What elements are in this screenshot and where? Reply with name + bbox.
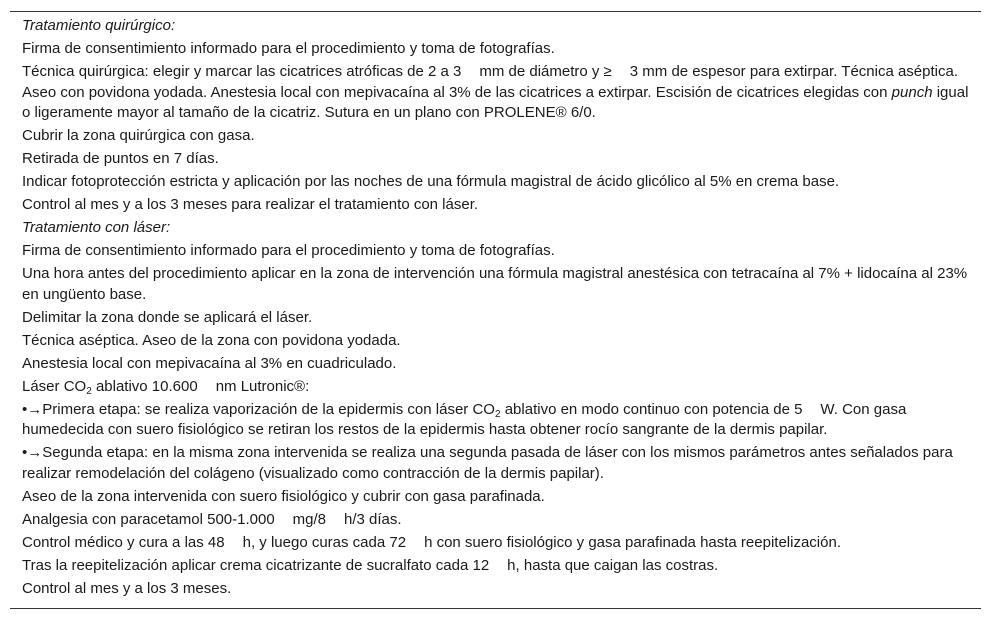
- laser-anesthetic: Una hora antes del procedimiento aplicar en la zona de intervención una fórmula magistral anestésica con tetracaína al 7% + lidocaína al 23% en ungüento base.: [22, 265, 968, 303]
- laser-aseptic: Técnica aséptica. Aseo de la zona con povidona yodada.: [22, 331, 401, 349]
- punch-term: punch: [891, 83, 933, 101]
- laser-care: Control médico y cura a las 48 h, y luego curas cada 72 h con suero fisiológico y gasa parafinada hasta reepitelización.: [22, 533, 841, 551]
- laser-stage-1: •→Primera etapa: se realiza vaporización de la epidermis con láser $CO_2$ ablativo en modo continuo con potencia de 5 W. Con gasa humedecida con suero fisiológico se retiran los restos de la epidermis hasta obtener rocío sangrante de la dermis papilar.: [22, 400, 907, 438]
- surgical-stitches: Retirada de puntos en 7 días.: [22, 150, 219, 167]
- surgical-cover: Cubrir la zona quirúrgica con gasa.: [22, 127, 255, 144]
- laser-followup: Control al mes y a los 3 meses.: [22, 579, 232, 597]
- surgical-photoprotection: Indicar fotoprotección estricta y aplicación por las noches de una fórmula magistral de ácido glicólico al 5% en crema base.: [22, 173, 840, 190]
- surgical-technique: Técnica quirúrgica: elegir y marcar las cicatrices atróficas de 2 a 3 mm de diámetro y ≥ 3 mm de espesor para extirpar. Técnica aséptica. Aseo con povidona yodada. Anestesia local con mepivacaína al 3% de las cicatrices a extirpar. Escisión de cicatrices elegidas con punch igual o ligeramente mayor al tamaño de la cicatriz. Sutura en un plano con PROLENE® 6/0.: [22, 63, 969, 121]
- laser-delimit: Delimitar la zona donde se aplicará el láser.: [22, 308, 313, 326]
- laser-analgesia: Analgesia con paracetamol 500-1.000 mg/8 h/3 días.: [22, 510, 402, 528]
- laser-cream: Tras la reepitelización aplicar crema cicatrizante de sucralfato cada 12 h, hasta que caigan las costras.: [22, 556, 719, 574]
- surgical-heading: Tratamiento quirúrgico:: [22, 17, 176, 34]
- surgical-consent: Firma de consentimiento informado para el procedimiento y toma de fotografías.: [22, 40, 555, 57]
- protocol-table: [10, 11, 981, 609]
- laser-local-anesthesia: Anestesia local con mepivacaína al 3% en cuadriculado.: [22, 354, 397, 372]
- laser-heading: Tratamiento con láser:: [22, 219, 171, 236]
- laser-rinse: Aseo de la zona intervenida con suero fisiológico y cubrir con gasa parafinada.: [22, 487, 545, 505]
- laser-consent: Firma de consentimiento informado para el procedimiento y toma de fotografías.: [22, 242, 555, 259]
- surgical-followup: Control al mes y a los 3 meses para realizar el tratamiento con láser.: [22, 196, 479, 213]
- laser-device: Láser $CO_2$ ablativo 10.600 nm Lutronic®:: [22, 377, 310, 397]
- laser-stage-2: •→Segunda etapa: en la misma zona intervenida se realiza una segunda pasada de láser con los mismos parámetros antes señalados para realizar remodelación del colágeno (visualizado como contracción de la dermis papilar).: [22, 444, 953, 482]
